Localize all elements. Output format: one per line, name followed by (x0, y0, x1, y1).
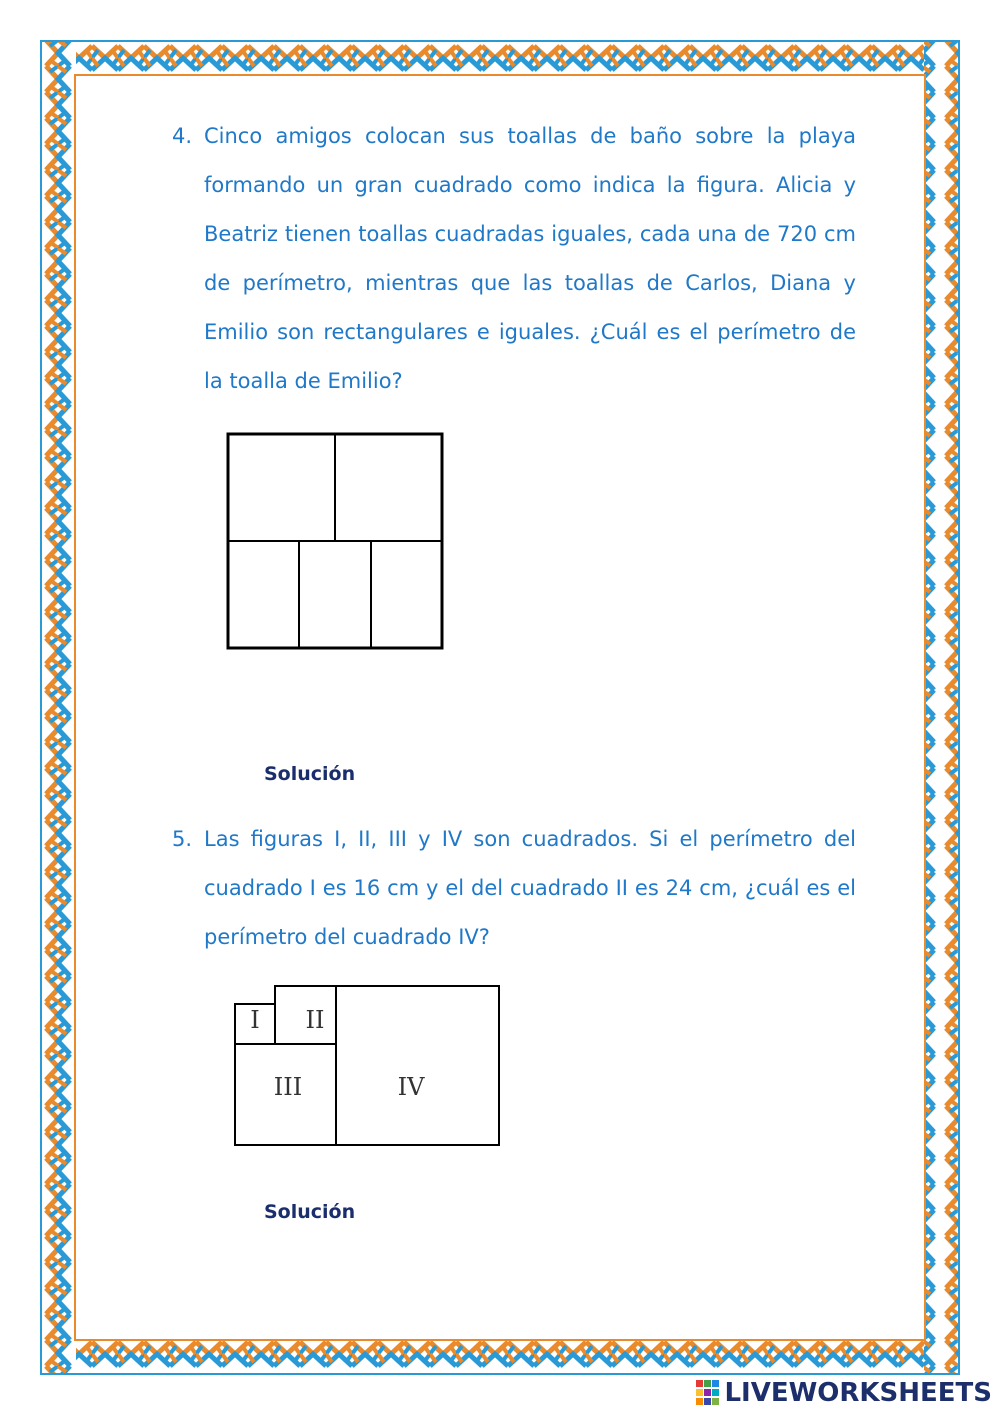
problem-4-text: Cinco amigos colocan sus toallas de baño sobre la playa formando un gran cuadrado como indica la figura. Alicia y Beatriz tienen toallas cuadradas iguales, cada una de 720 cm de perímetro, mientras que las toallas de Carlos, Diana y Emilio son rectangulares e iguales. ¿Cuál es el perímetro de la toalla de Emilio? (204, 124, 856, 393)
label-iv: IV (397, 1073, 425, 1101)
squares-figure (232, 983, 504, 1155)
problem-5 (172, 815, 856, 962)
problem-4-number: 4. (172, 124, 193, 148)
logo-icon (696, 1380, 720, 1406)
label-iii: III (273, 1073, 303, 1101)
label-ii: II (305, 1006, 325, 1034)
squares-diagram (232, 983, 504, 1151)
label-i: I (250, 1006, 260, 1034)
problem-5-number: 5. (172, 827, 193, 851)
problem-5-text: Las figuras I, II, III y IV son cuadrados. Si el perímetro del cuadrado I es 16 cm y el del cuadrado II es 24 cm, ¿cuál es el perímetro del cuadrado IV? (204, 827, 856, 949)
problem-4 (172, 112, 856, 406)
liveworksheets-logo (696, 1377, 992, 1409)
towels-diagram (226, 432, 446, 652)
square-iv (336, 986, 499, 1145)
towels-figure (226, 432, 446, 656)
solution-label-5: Solución (264, 1201, 356, 1223)
solution-label-4: Solución (264, 763, 356, 785)
logo-text: LIVEWORKSHEETS (724, 1378, 992, 1408)
